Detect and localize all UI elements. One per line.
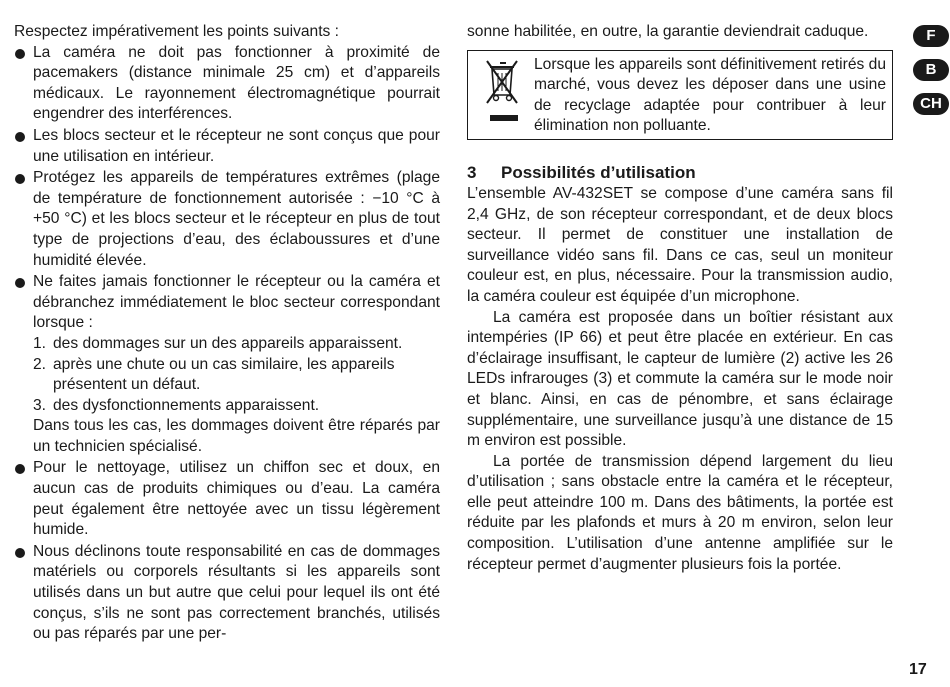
intro-text: Respectez impérativement les points suivants : [14,23,340,40]
numbered-item [33,355,440,396]
item-text: après une chute ou un cas similaire, les appareils présentent un défaut. [53,355,395,394]
item-number: 1. [33,334,47,352]
bullet-item [14,272,440,457]
section-number: 3 [467,162,477,182]
bullet-item: La caméra ne doit pas fonctionner à proximité de pacemakers (distance minimale 25 cm) et d’appareils médicaux. Le rayonnement électromagnétique pourrait engendrer des interférences. [14,43,440,125]
numbered-item [33,334,440,355]
paragraph: La caméra est proposée dans un boîtier résistant aux intempéries (IP 66) et peut être placée en extérieur. En cas d’éclairage insuffisant, le capteur de lumière (2) active les 26 LEDs infrarouges (3) et commute la caméra sur le mode noir et blanc. Ainsi, en cas de pénombre, et sans éclairage supplémentaire, une surveillance jusqu’à une distance de 15 m environ est possible. [467,308,893,450]
recycling-notice [467,50,893,140]
bullet-item: Protégez les appareils de températures extrêmes (plage de température de fonctionnement autorisée : −10 °C à +50 °C) et les blocs secteur et le récepteur en plus de tout type de projections d’eau, des éclaboussures et d’une humidité élevée. [14,168,440,271]
right-column [467,22,893,575]
left-column [14,22,440,646]
bullet-item: Pour le nettoyage, utilisez un chiffon sec et doux, en aucun cas de produits chimiques ou d’eau. La caméra peut également être nettoyée avec un tissu légèrement humide. [14,458,440,540]
numbered-item [33,396,440,417]
bullet-item: Les blocs secteur et le récepteur ne sont conçus que pour une utilisation en intérieur. [14,126,440,167]
repair-note: Dans tous les cas, les dommages doivent être réparés par un technicien spécialisé. [33,417,440,455]
crossed-out-wheelie-bin-icon [474,55,532,133]
section-title: Possibilités d’utilisation [501,162,696,182]
continuation-text: sonne habilitée, en outre, la garantie deviendrait caduque. [467,23,869,40]
lang-tab-f: F [913,25,949,47]
item-text: des dysfonctionnements apparaissent. [53,396,320,414]
section-heading [467,162,893,184]
item-number: 3. [33,396,47,414]
bullet-item-text: Ne faites jamais fonctionner le récepteur ou la caméra et débranchez immédiatement le bloc secteur correspondant lorsque : [33,273,440,332]
paragraph: La portée de transmission dépend largement du lieu d’utilisation ; sans obstacle entre la caméra et le récepteur, elle peut atteindre 100 m. Dans des bâtiments, la portée est réduite par les plafonds et murs à 20 m environ, selon leur composition. L’utilisation d’une antenne amplifiée sur le récepteur permet d’augmenter plusieurs fois la portée. [467,452,893,573]
language-tabs [913,25,949,127]
safety-bullet-list [14,43,440,645]
numbered-list [33,334,440,416]
item-number: 2. [33,355,47,373]
lang-tab-ch: CH [913,93,949,115]
item-text: des dommages sur un des appareils apparaissent. [53,334,403,352]
recycling-text: Lorsque les appareils sont définitivement retirés du marché, vous devez les déposer dans une usine de recyclage adaptée pour contribuer à leur élimination non polluante. [534,55,886,135]
lang-tab-b: B [913,59,949,81]
page-number: 17 [909,661,927,678]
paragraph: L’ensemble AV-432SET se compose d’une caméra sans fil 2,4 GHz, de son récepteur correspondant, et de deux blocs secteur. Il permet de constituer une installation de surveillance vidéo sans fil. Dans ce cas, seul un moniteur couleur est, en plus, nécessaire. Pour la transmission audio, la caméra couleur est équipée d’un microphone. [467,184,893,305]
bullet-item: Nous déclinons toute responsabilité en cas de dommages matériels ou corporels résultants si les appareils sont utilisés dans un but autre que celui pour lequel ils ont été conçus, s’ils ne sont pas correctement branchés, utilisés ou pas réparés par une per- [14,542,440,645]
